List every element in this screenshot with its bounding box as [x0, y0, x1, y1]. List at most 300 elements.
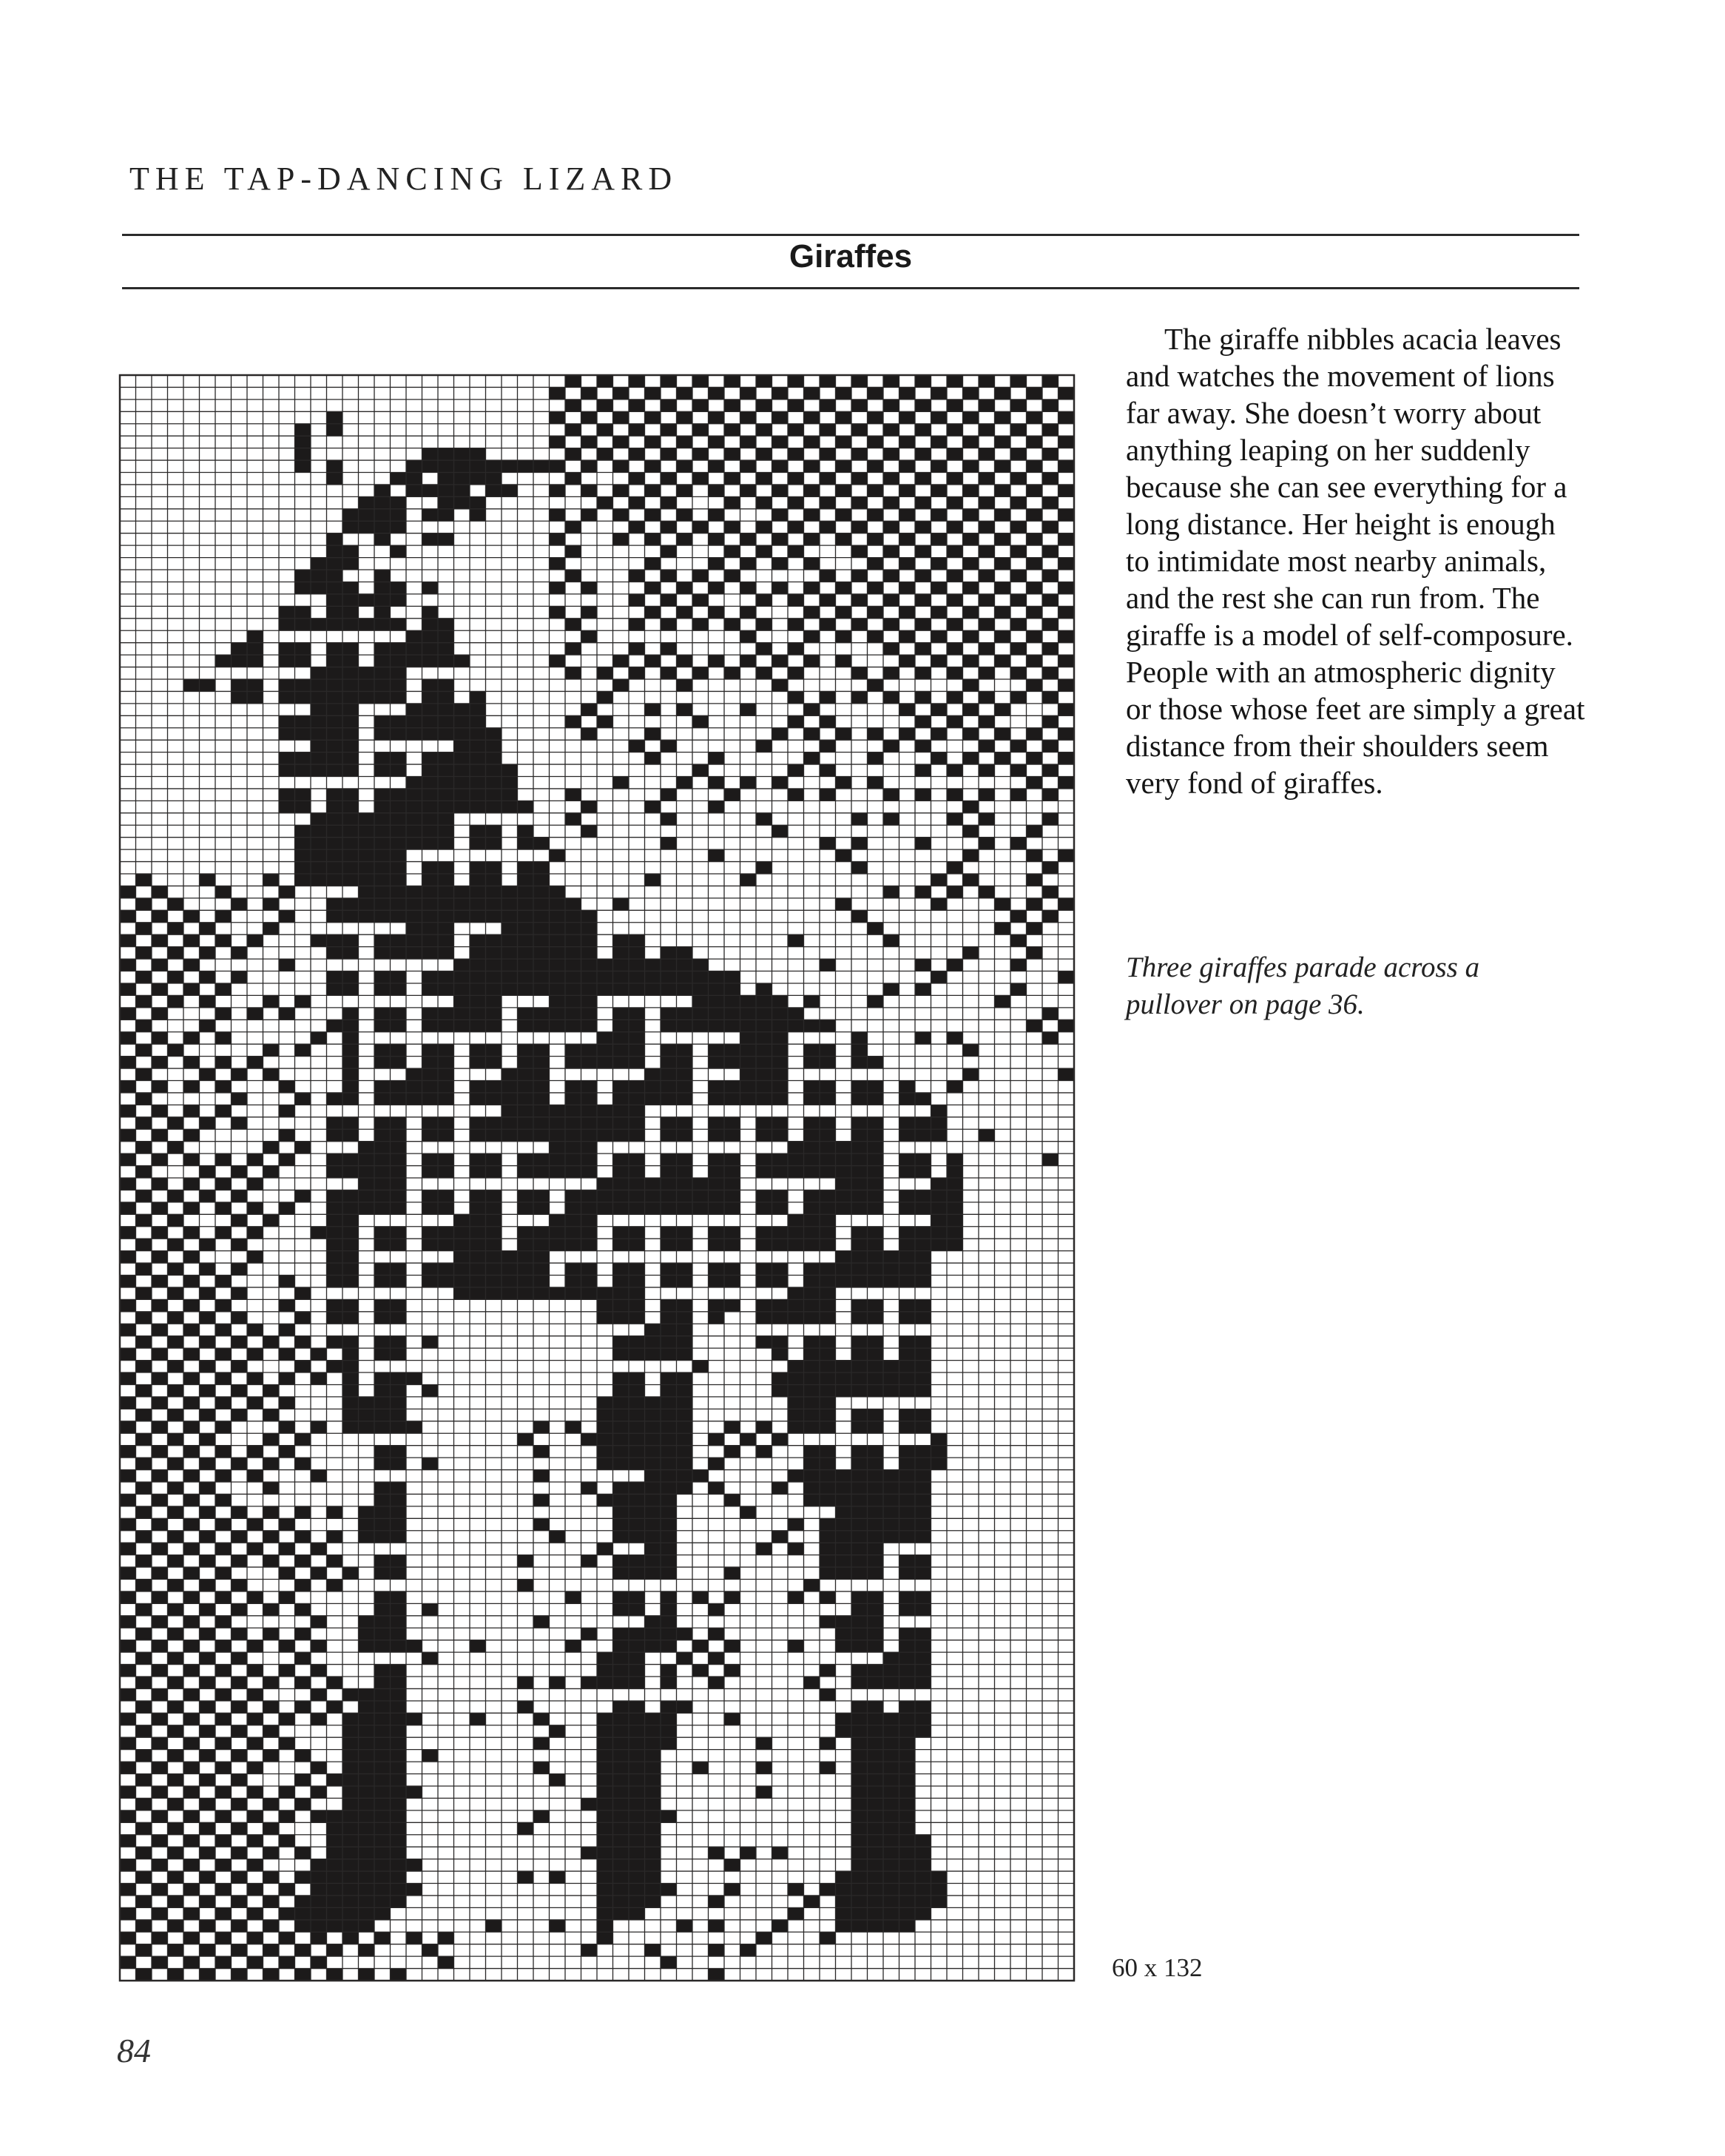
- chart-cell: [883, 1531, 899, 1543]
- chart-cell: [613, 1202, 629, 1214]
- chart-cell: [518, 1701, 534, 1713]
- chart-cell: [772, 1068, 789, 1080]
- chart-cell: [995, 411, 1011, 423]
- chart-cell: [804, 485, 820, 496]
- chart-cell: [406, 473, 422, 485]
- chart-cell: [438, 1020, 454, 1031]
- chart-cell: [868, 1153, 884, 1165]
- chart-cell: [756, 1068, 772, 1080]
- chart-cell: [629, 1446, 645, 1458]
- chart-cell: [502, 934, 518, 946]
- chart-cell: [391, 971, 407, 983]
- chart-cell: [533, 1068, 550, 1080]
- chart-cell: [295, 862, 311, 874]
- chart-cell: [883, 1263, 899, 1275]
- chart-cell: [724, 1299, 740, 1311]
- chart-cell: [740, 1068, 757, 1080]
- chart-cell: [804, 1287, 820, 1299]
- chart-cell: [533, 1227, 550, 1239]
- chart-cell: [486, 1214, 502, 1226]
- chart-cell: [883, 1762, 899, 1773]
- chart-cell: [836, 1142, 852, 1153]
- chart-cell: [136, 1482, 152, 1494]
- chart-cell: [565, 813, 581, 825]
- chart-cell: [836, 849, 852, 861]
- chart-cell: [836, 1896, 852, 1907]
- chart-cell: [374, 715, 391, 727]
- chart-cell: [772, 1080, 789, 1092]
- chart-cell: [470, 910, 486, 922]
- chart-cell: [486, 838, 502, 849]
- chart-cell: [629, 959, 645, 971]
- chart-cell: [533, 1020, 550, 1031]
- chart-cell: [406, 1640, 422, 1652]
- chart-cell: [947, 667, 963, 679]
- chart-cell: [342, 704, 359, 715]
- chart-cell: [120, 983, 136, 995]
- chart-cell: [613, 1178, 629, 1190]
- chart-cell: [931, 1871, 948, 1883]
- chart-cell: [597, 1737, 613, 1749]
- chart-cell: [899, 1628, 916, 1640]
- chart-cell: [327, 1227, 343, 1239]
- chart-cell: [136, 971, 152, 983]
- chart-cell: [215, 1446, 232, 1458]
- chart-cell: [899, 1810, 916, 1822]
- chart-cell: [995, 630, 1011, 642]
- chart-cell: [359, 1688, 375, 1700]
- chart-cell: [359, 862, 375, 874]
- chart-cell: [788, 1361, 804, 1372]
- chart-cell: [947, 862, 963, 874]
- chart-cell: [613, 655, 629, 667]
- chart-cell: [661, 1372, 677, 1384]
- chart-cell: [868, 1640, 884, 1652]
- chart-cell: [1042, 691, 1059, 703]
- chart-cell: [772, 1044, 789, 1056]
- chart-cell: [963, 436, 979, 448]
- chart-cell: [645, 1750, 661, 1762]
- chart-cell: [629, 740, 645, 752]
- chart-cell: [899, 1531, 916, 1543]
- chart-cell: [851, 1312, 868, 1324]
- chart-cell: [724, 789, 740, 801]
- chart-cell: [709, 1044, 725, 1056]
- chart-cell: [215, 1324, 232, 1335]
- chart-cell: [661, 1883, 677, 1895]
- chart-cell: [915, 496, 931, 508]
- chart-cell: [502, 886, 518, 897]
- chart-cell: [200, 1166, 216, 1178]
- chart-cell: [581, 1142, 598, 1153]
- chart-cell: [1010, 545, 1027, 557]
- chart-cell: [613, 1276, 629, 1287]
- chart-cell: [470, 1166, 486, 1178]
- chart-cell: [661, 1093, 677, 1105]
- chart-cell: [995, 752, 1011, 764]
- chart-cell: [1027, 679, 1043, 691]
- chart-cell: [422, 789, 439, 801]
- chart-cell: [518, 874, 534, 886]
- chart-cell: [995, 655, 1011, 667]
- chart-cell: [168, 1822, 184, 1834]
- chart-cell: [168, 1603, 184, 1615]
- chart-cell: [438, 971, 454, 983]
- chart-cell: [311, 691, 327, 703]
- chart-cell: [661, 1616, 677, 1628]
- chart-cell: [772, 1276, 789, 1287]
- chart-cell: [438, 923, 454, 934]
- chart-cell: [391, 1871, 407, 1883]
- description-text: The giraffe nibbles acacia leaves and watches the movement of lions far away. She doesn’t worry about anything leaping on her suddenly because she can see everything for a long distance. Her height is enough to intimidate most nearby animals, and the rest she can run from. The giraffe is a model of self-composure. People with an atmospheric dignity or those whose feet are simply a great distance from their shoulders seem very fond of giraffes.: [1126, 322, 1585, 800]
- chart-cell: [581, 1190, 598, 1202]
- chart-cell: [295, 728, 311, 740]
- chart-cell: [215, 1057, 232, 1068]
- chart-cell: [391, 947, 407, 959]
- chart-cell: [342, 1299, 359, 1311]
- chart-cell: [374, 1409, 391, 1421]
- chart-cell: [724, 1166, 740, 1178]
- chart-cell: [391, 1057, 407, 1068]
- chart-cell: [342, 691, 359, 703]
- chart-cell: [263, 1920, 280, 1932]
- chart-cell: [772, 777, 789, 789]
- chart-cell: [1010, 400, 1027, 411]
- chart-cell: [502, 1263, 518, 1275]
- chart-cell: [724, 1859, 740, 1871]
- chart-cell: [756, 1276, 772, 1287]
- chart-cell: [677, 1068, 693, 1080]
- chart-cell: [295, 460, 311, 472]
- chart-cell: [597, 1202, 613, 1214]
- chart-cell: [422, 898, 439, 910]
- chart-cell: [820, 715, 836, 727]
- chart-cell: [391, 1409, 407, 1421]
- chart-cell: [692, 959, 709, 971]
- chart-cell: [899, 533, 916, 545]
- chart-cell: [136, 1555, 152, 1567]
- chart-cell: [709, 1312, 725, 1324]
- chart-cell: [565, 1640, 581, 1652]
- chart-cell: [899, 728, 916, 740]
- chart-cell: [374, 1178, 391, 1190]
- chart-cell: [152, 1080, 168, 1092]
- chart-cell: [597, 1665, 613, 1677]
- chart-cell: [868, 1603, 884, 1615]
- chart-cell: [342, 715, 359, 727]
- chart-cell: [136, 1896, 152, 1907]
- chart-cell: [120, 1299, 136, 1311]
- chart-cell: [215, 1688, 232, 1700]
- chart-cell: [820, 473, 836, 485]
- chart-cell: [518, 959, 534, 971]
- chart-cell: [565, 934, 581, 946]
- chart-cell: [883, 789, 899, 801]
- chart-cell: [804, 630, 820, 642]
- chart-cell: [279, 619, 295, 630]
- chart-cell: [183, 1518, 200, 1530]
- chart-cell: [374, 1822, 391, 1834]
- chart-cell: [661, 1482, 677, 1494]
- chart-cell: [724, 1202, 740, 1214]
- chart-cell: [836, 777, 852, 789]
- chart-cell: [772, 1008, 789, 1020]
- chart-cell: [613, 1835, 629, 1847]
- chart-cell: [661, 740, 677, 752]
- chart-cell: [565, 1190, 581, 1202]
- chart-cell: [979, 619, 995, 630]
- chart-cell: [915, 1859, 931, 1871]
- chart-cell: [947, 1190, 963, 1202]
- chart-cell: [788, 424, 804, 436]
- chart-cell: [788, 1640, 804, 1652]
- chart-cell: [486, 1276, 502, 1287]
- chart-cell: [232, 679, 248, 691]
- chart-cell: [533, 923, 550, 934]
- chart-cell: [406, 1080, 422, 1092]
- chart-cell: [645, 1518, 661, 1530]
- chart-cell: [868, 995, 884, 1007]
- chart-cell: [374, 1153, 391, 1165]
- chart-cell: [756, 619, 772, 630]
- chart-cell: [613, 1129, 629, 1141]
- chart-cell: [915, 1348, 931, 1360]
- chart-cell: [836, 436, 852, 448]
- chart-cell: [200, 1433, 216, 1445]
- chart-cell: [200, 1020, 216, 1031]
- chart-cell: [788, 1397, 804, 1409]
- chart-cell: [295, 874, 311, 886]
- chart-cell: [422, 509, 439, 521]
- chart-cell: [820, 1409, 836, 1421]
- chart-cell: [136, 1336, 152, 1348]
- chart-cell: [391, 1603, 407, 1615]
- chart-cell: [565, 1214, 581, 1226]
- chart-cell: [247, 1153, 263, 1165]
- chart-cell: [438, 728, 454, 740]
- chart-cell: [152, 1932, 168, 1944]
- chart-cell: [613, 1117, 629, 1129]
- chart-cell: [613, 1786, 629, 1798]
- chart-cell: [550, 1227, 566, 1239]
- chart-cell: [724, 1080, 740, 1092]
- chart-cell: [661, 1603, 677, 1615]
- chart-cell: [391, 1166, 407, 1178]
- chart-cell: [772, 1312, 789, 1324]
- chart-cell: [724, 521, 740, 533]
- chart-cell: [947, 764, 963, 776]
- chart-cell: [597, 1032, 613, 1044]
- chart-cell: [438, 1202, 454, 1214]
- chart-cell: [279, 886, 295, 897]
- chart-cell: [359, 1628, 375, 1640]
- chart-cell: [868, 460, 884, 472]
- chart-cell: [804, 1214, 820, 1226]
- chart-cell: [232, 947, 248, 959]
- chart-cell: [391, 715, 407, 727]
- chart-cell: [470, 934, 486, 946]
- chart-cell: [183, 1202, 200, 1214]
- chart-cell: [422, 862, 439, 874]
- chart-cell: [883, 1665, 899, 1677]
- chart-cell: [342, 728, 359, 740]
- chart-cell: [342, 1044, 359, 1056]
- chart-cell: [899, 1153, 916, 1165]
- chart-cell: [724, 1494, 740, 1506]
- chart-cell: [740, 411, 757, 423]
- chart-cell: [200, 1384, 216, 1396]
- chart-cell: [709, 1677, 725, 1688]
- chart-cell: [391, 1822, 407, 1834]
- chart-cell: [391, 1348, 407, 1360]
- chart-cell: [772, 825, 789, 837]
- chart-cell: [947, 1032, 963, 1044]
- chart-cell: [391, 1725, 407, 1737]
- chart-cell: [502, 460, 518, 472]
- chart-cell: [677, 1409, 693, 1421]
- chart-cell: [342, 667, 359, 679]
- chart-cell: [247, 655, 263, 667]
- chart-cell: [931, 436, 948, 448]
- chart-cell: [502, 947, 518, 959]
- chart-cell: [851, 1859, 868, 1871]
- chart-cell: [247, 1372, 263, 1384]
- chart-cell: [279, 655, 295, 667]
- chart-cell: [391, 1883, 407, 1895]
- chart-cell: [518, 1555, 534, 1567]
- chart-cell: [374, 801, 391, 812]
- chart-cell: [963, 874, 979, 886]
- chart-cell: [295, 1907, 311, 1919]
- chart-cell: [374, 825, 391, 837]
- chart-cell: [263, 1871, 280, 1883]
- chart-cell: [724, 1093, 740, 1105]
- chart-cell: [883, 375, 899, 387]
- chart-cell: [295, 643, 311, 655]
- chart-cell: [183, 1640, 200, 1652]
- chart-cell: [454, 1227, 470, 1239]
- chart-cell: [374, 1482, 391, 1494]
- chart-cell: [342, 983, 359, 995]
- chart-cell: [565, 959, 581, 971]
- chart-cell: [152, 1835, 168, 1847]
- chart-cell: [550, 533, 566, 545]
- chart-cell: [359, 1506, 375, 1518]
- chart-cell: [470, 460, 486, 472]
- chart-cell: [804, 411, 820, 423]
- chart-cell: [327, 1920, 343, 1932]
- chart-cell: [629, 1263, 645, 1275]
- chart-cell: [215, 1153, 232, 1165]
- chart-cell: [486, 1166, 502, 1178]
- chart-cell: [486, 764, 502, 776]
- chart-cell: [168, 1433, 184, 1445]
- chart-cell: [374, 521, 391, 533]
- chart-cell: [327, 424, 343, 436]
- chart-cell: [359, 1810, 375, 1822]
- chart-cell: [263, 1896, 280, 1907]
- chart-cell: [200, 1774, 216, 1786]
- chart-cell: [454, 1239, 470, 1250]
- chart-cell: [470, 691, 486, 703]
- chart-cell: [979, 715, 995, 727]
- chart-cell: [899, 1883, 916, 1895]
- chart-cell: [374, 1080, 391, 1092]
- chart-cell: [661, 643, 677, 655]
- chart-cell: [1010, 764, 1027, 776]
- chart-cell: [613, 387, 629, 399]
- chart-cell: [502, 764, 518, 776]
- chart-cell: [677, 1239, 693, 1250]
- chart-cell: [136, 1871, 152, 1883]
- chart-cell: [374, 1531, 391, 1543]
- chart-cell: [359, 1883, 375, 1895]
- chart-cell: [1042, 448, 1059, 460]
- chart-cell: [709, 1190, 725, 1202]
- chart-cell: [247, 1348, 263, 1360]
- chart-cell: [645, 959, 661, 971]
- chart-cell: [1042, 1008, 1059, 1020]
- chart-cell: [391, 1421, 407, 1433]
- chart-cell: [374, 1701, 391, 1713]
- chart-cell: [1010, 448, 1027, 460]
- chart-cell: [215, 1494, 232, 1506]
- chart-cell: [200, 1506, 216, 1518]
- chart-cell: [295, 619, 311, 630]
- section-title: Giraffes: [789, 238, 913, 274]
- chart-cell: [502, 1251, 518, 1263]
- chart-cell: [374, 1616, 391, 1628]
- chart-cell: [120, 1616, 136, 1628]
- chart-cell: [979, 886, 995, 897]
- chart-cell: [438, 509, 454, 521]
- chart-cell: [915, 1263, 931, 1275]
- chart-cell: [629, 1701, 645, 1713]
- chart-cell: [899, 1786, 916, 1798]
- chart-cell: [645, 533, 661, 545]
- chart-cell: [311, 825, 327, 837]
- chart-cell: [851, 1166, 868, 1178]
- chart-cell: [645, 1324, 661, 1335]
- chart-cell: [820, 1190, 836, 1202]
- chart-cell: [183, 1543, 200, 1554]
- chart-cell: [868, 1506, 884, 1518]
- chart-cell: [120, 1591, 136, 1603]
- chart-cell: [438, 496, 454, 508]
- chart-cell: [295, 849, 311, 861]
- chart-cell: [454, 801, 470, 812]
- chart-cell: [470, 704, 486, 715]
- chart-cell: [342, 740, 359, 752]
- chart-cell: [454, 971, 470, 983]
- chart-cell: [1042, 667, 1059, 679]
- chart-cell: [533, 1093, 550, 1105]
- chart-cell: [391, 1384, 407, 1396]
- chart-cell: [613, 1227, 629, 1239]
- chart-cell: [788, 1518, 804, 1530]
- chart-cell: [868, 387, 884, 399]
- chart-cell: [406, 1883, 422, 1895]
- chart-cell: [613, 1032, 629, 1044]
- chart-cell: [120, 1859, 136, 1871]
- chart-cell: [215, 1299, 232, 1311]
- chart-cell: [168, 1214, 184, 1226]
- chart-cell: [645, 1798, 661, 1810]
- chart-cell: [979, 691, 995, 703]
- chart-cell: [374, 1263, 391, 1275]
- chart-cell: [629, 1847, 645, 1859]
- chart-cell: [613, 1057, 629, 1068]
